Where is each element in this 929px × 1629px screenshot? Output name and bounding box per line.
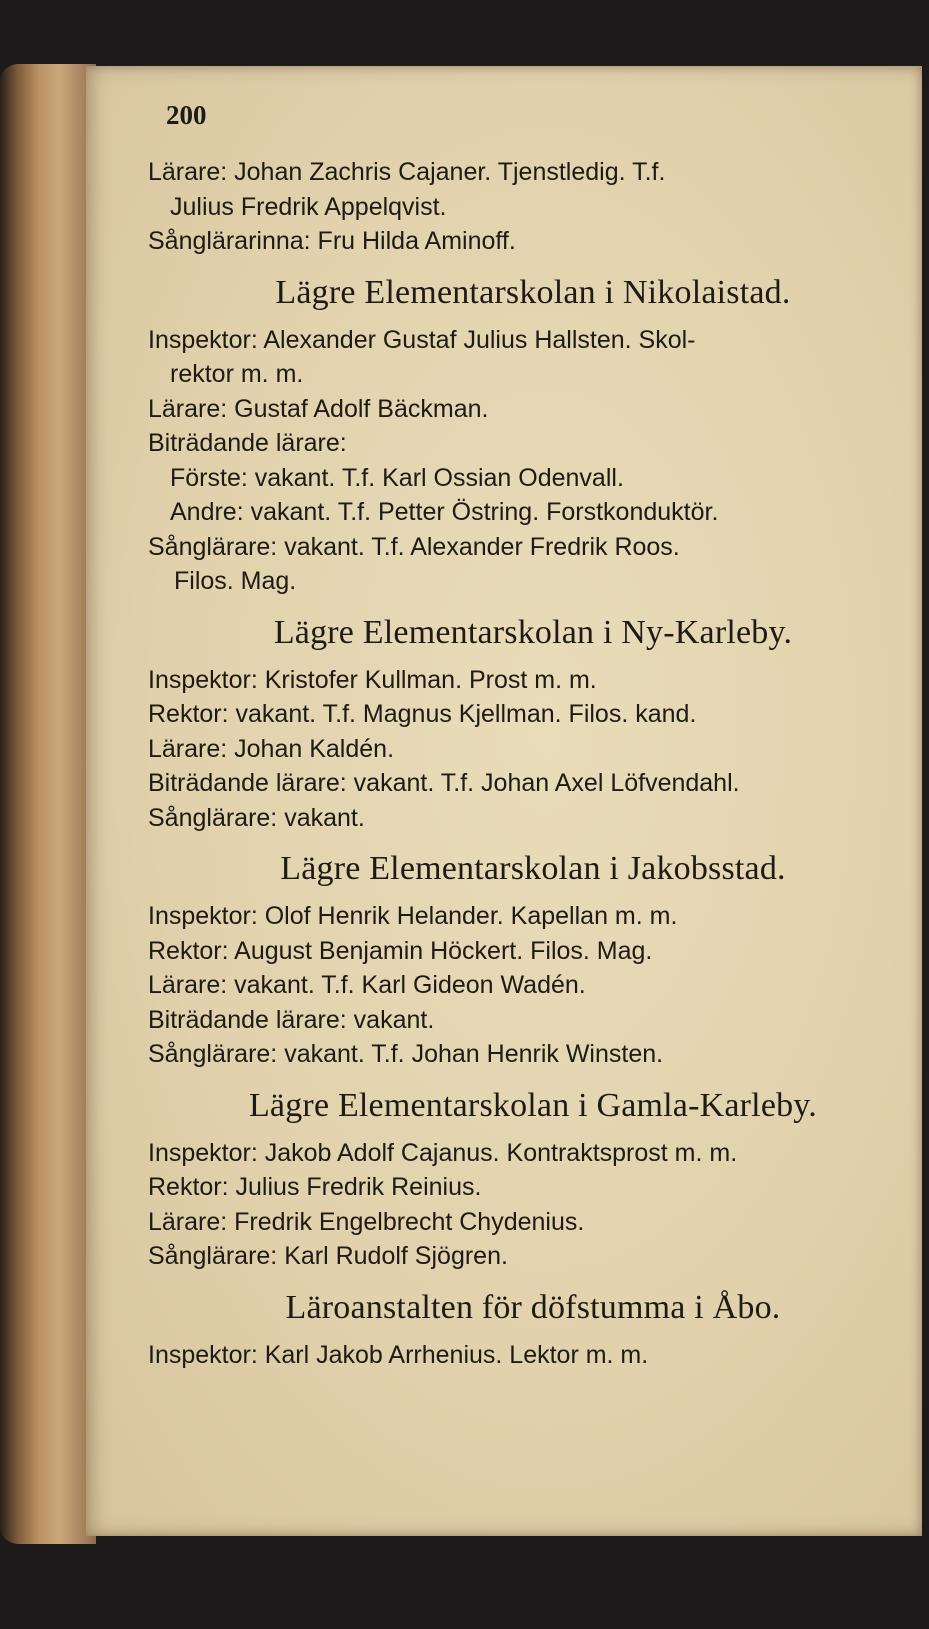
text-line: Julius Fredrik Appelqvist. — [170, 192, 447, 221]
text-line: Rektor: August Benjamin Höckert. Filos. Mag. — [148, 936, 653, 965]
text-line: Sånglärare: vakant. — [148, 803, 365, 832]
section-heading: Lägre Elementarskolan i Jakobsstad. — [280, 850, 786, 887]
book-spine-edge — [0, 64, 96, 1544]
text-line: Inspektor: Kristofer Kullman. Prost m. m. — [148, 665, 597, 694]
section-heading: Lägre Elementarskolan i Gamla-Karleby. — [248, 1086, 818, 1124]
text-line: Biträdande lärare: — [148, 429, 347, 457]
text-line: Rektor: vakant. T.f. Magnus Kjellman. Filos. kand. — [148, 700, 697, 728]
section-heading: Lägre Elementarskolan i Nikolaistad. — [275, 273, 791, 311]
text-line: Lärare: vakant. T.f. Karl Gideon Wadén. — [148, 971, 586, 999]
page-number: 200 — [166, 100, 207, 130]
text-line: Lärare: Gustaf Adolf Bäckman. — [148, 394, 489, 423]
section-heading: Lägre Elementarskolan i Ny-Karleby. — [273, 613, 793, 651]
section-heading: Läroanstalten för döfstumma i Åbo. — [285, 1288, 781, 1326]
text-line: rektor m. m. — [170, 360, 304, 388]
text-line: Sånglärare: Karl Rudolf Sjögren. — [148, 1242, 508, 1270]
text-line: Förste: vakant. T.f. Karl Ossian Odenvall. — [170, 463, 624, 492]
text-line: Sånglärarinna: Fru Hilda Aminoff. — [148, 227, 516, 255]
page-text — [148, 100, 918, 1372]
text-line: Sånglärare: vakant. T.f. Johan Henrik Winsten. — [148, 1040, 664, 1068]
text-line: Inspektor: Alexander Gustaf Julius Hallsten. Skol- — [148, 325, 696, 354]
text-line: Inspektor: Olof Henrik Helander. Kapellan m. m. — [148, 902, 678, 930]
text-line: Inspektor: Karl Jakob Arrhenius. Lektor m. m. — [148, 1340, 649, 1369]
text-line: Lärare: Fredrik Engelbrecht Chydenius. — [148, 1207, 585, 1236]
text-line: Lärare: Johan Kaldén. — [148, 734, 395, 763]
text-line: Lärare: Johan Zachris Cajaner. Tjenstledig. T.f. — [148, 158, 666, 186]
text-line: Inspektor: Jakob Adolf Cajanus. Kontraktsprost m. m. — [148, 1138, 738, 1167]
text-line: Rektor: Julius Fredrik Reinius. — [148, 1173, 482, 1201]
text-line: Filos. Mag. — [174, 567, 297, 595]
text-line: Biträdande lärare: vakant. — [148, 1005, 435, 1034]
text-line: Biträdande lärare: vakant. T.f. Johan Axel Löfvendahl. — [148, 769, 740, 797]
text-line: Sånglärare: vakant. T.f. Alexander Fredrik Roos. — [148, 532, 680, 561]
book-page — [86, 66, 922, 1536]
text-line: Andre: vakant. T.f. Petter Östring. Forstkonduktör. — [170, 498, 719, 526]
